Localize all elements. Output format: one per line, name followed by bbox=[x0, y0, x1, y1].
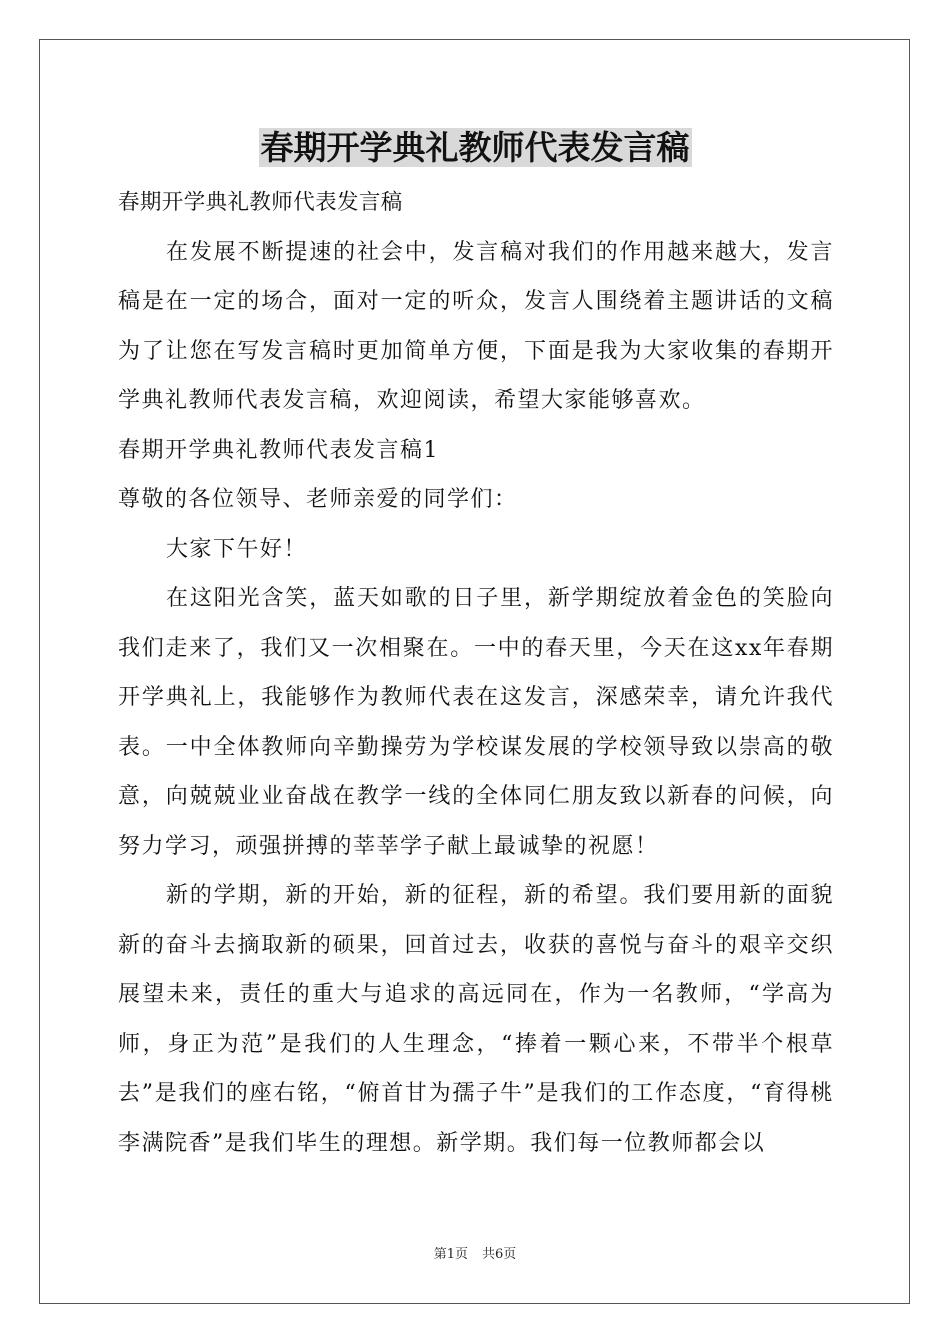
paragraph-salutation: 尊敬的各位领导、老师亲爱的同学们： bbox=[118, 487, 518, 512]
page-footer bbox=[0, 1245, 950, 1265]
paragraph-body-2: 新的学期，新的开始，新的征程，新的希望。我们要用新的面貌新的奋斗去摘取新的硕果，回首过去，收获的喜悦与奋斗的艰辛交织展望未来，责任的重大与追求的高远同在，作为一名教师，“学高为师，身正为范”是我们的人生理念，“捧着一颗心来，不带半个根草去”是我们的座右铭，“俯首甘为孺子牛”是我们的工作态度，“育得桃李满院香”是我们毕生的理想。新学期。我们每一位教师都会以 bbox=[118, 883, 834, 1156]
paragraph-subtitle: 春期开学典礼教师代表发言稿 bbox=[118, 190, 403, 215]
document-body bbox=[118, 178, 834, 1168]
paragraph-greeting: 大家下午好！ bbox=[166, 536, 308, 562]
document-title-text: 春期开学典礼教师代表发言稿 bbox=[260, 128, 690, 167]
document-title bbox=[0, 124, 950, 172]
page-number: 第1页 bbox=[433, 1247, 468, 1262]
page-total: 共6页 bbox=[482, 1247, 517, 1262]
paragraph-body-1: 在这阳光含笑，蓝天如歌的日子里，新学期绽放着金色的笑脸向我们走来了，我们又一次相聚在。一中的春天里，今天在这xx年春期开学典礼上，我能够作为教师代表在这发言，深感荣幸，请允许我代表。一中全体教师向辛勤操劳为学校谋发展的学校领导致以崇高的敬意，向兢兢业业奋战在教学一线的全体同仁朋友致以新春的问候，向努力学习，顽强拼搏的莘莘学子献上最诚挚的祝愿！ bbox=[118, 586, 834, 859]
paragraph-section-heading: 春期开学典礼教师代表发言稿1 bbox=[118, 437, 439, 463]
paragraph-intro: 在发展不断提速的社会中，发言稿对我们的作用越来越大，发言稿是在一定的场合，面对一定的听众，发言人围绕着主题讲话的文稿为了让您在写发言稿时更加简单方便，下面是我为大家收集的春期开学典礼教师代表发言稿，欢迎阅读，希望大家能够喜欢。 bbox=[118, 239, 834, 413]
